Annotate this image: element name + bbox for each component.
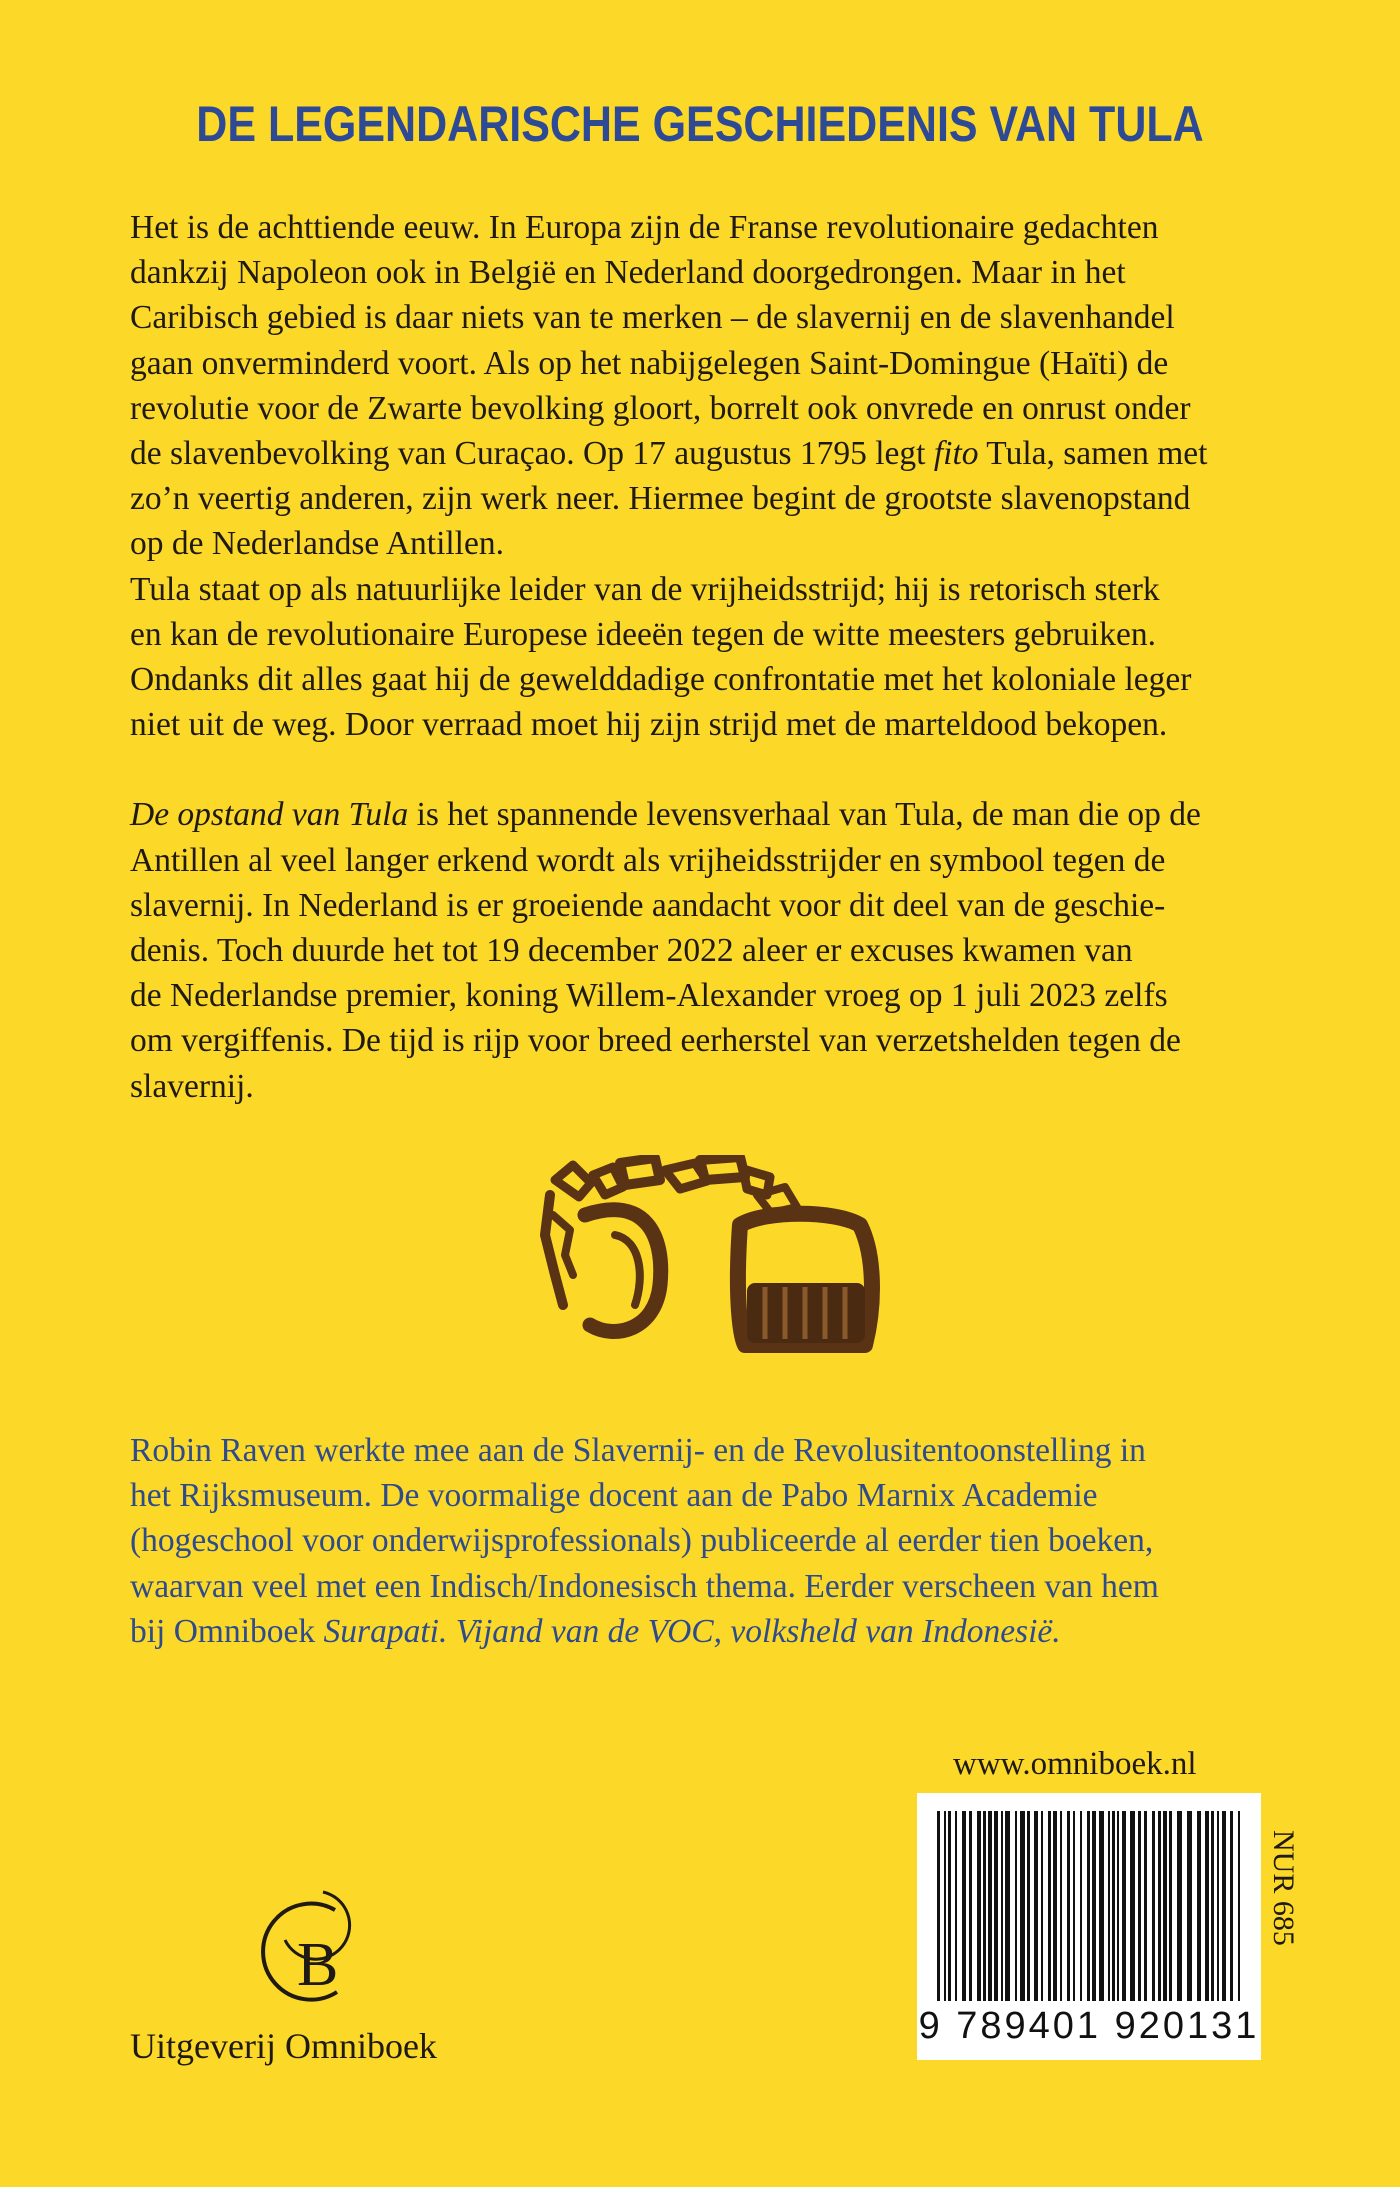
shackles-illustration [535, 1155, 935, 1365]
author-book-title: Surapati. Vijand van de VOC, volksheld van Indonesië. [323, 1612, 1061, 1650]
barcode-bar [937, 1811, 940, 2001]
publisher-logo [245, 1880, 365, 2020]
author-line: Robin Raven werkte mee aan de Slavernij- en de Revolusitentoonstelling in [130, 1432, 1146, 1469]
author-line: het Rijksmuseum. De voormalige docent aan de Pabo Marnix Academie [130, 1477, 1098, 1515]
barcode-bar [1080, 1811, 1082, 2001]
synopsis-line [130, 792, 1310, 837]
barcode-bar [1152, 1811, 1155, 2001]
nur-code: NUR 685 [1267, 1830, 1300, 1946]
synopsis-text: de slavenbevolking van Curaçao. Op 17 augustus 1795 legt [130, 435, 926, 473]
book-title-italic: De opstand van Tula [130, 796, 409, 834]
author-line: (hogeschool voor onderwijsprofessionals) publiceerde al eerder tien boeken, [130, 1522, 1154, 1560]
synopsis-line: om vergiffenis. De tijd is rijp voor breed eerherstel van verzetshelden tegen de [130, 1022, 1181, 1060]
barcode-bar [969, 1811, 972, 2001]
barcode-bar [948, 1811, 951, 2001]
barcode-bar [1211, 1811, 1214, 2001]
synopsis-line: Tula staat op als natuurlijke leider van de vrijheidsstrijd; hij is retorisch sterk [130, 570, 1160, 608]
synopsis-line: slavernij. In Nederland is er groeiende aandacht voor dit deel van de geschie- [130, 886, 1166, 924]
logo-letter: B [297, 1931, 339, 1999]
synopsis-line: de Nederlandse premier, koning Willem-Alexander vroeg op 1 juli 2023 zelfs [130, 977, 1168, 1015]
barcode-bar [1130, 1811, 1135, 2001]
author-line [130, 1609, 1310, 1654]
barcode-bar [1099, 1811, 1104, 2001]
publisher-name: Uitgeverij Omniboek [130, 2026, 437, 2066]
barcode-bar [994, 1811, 998, 2001]
barcode-bar [1169, 1811, 1172, 2001]
barcode-bar [1067, 1811, 1070, 2001]
barcode-bar [1222, 1811, 1226, 2001]
synopsis-line: gaan onverminderd voort. Als op het nabijgelegen Saint-Domingue (Haïti) de [130, 344, 1169, 382]
barcode-bar [988, 1811, 992, 2001]
barcode-bar [1187, 1811, 1192, 2001]
synopsis-line: Ondanks dit alles gaat hij de gewelddadige confrontatie met het koloniale leger [130, 661, 1192, 699]
barcode-bar [977, 1811, 981, 2001]
author-line: waarvan veel met een Indisch/Indonesisch thema. Eerder verscheen van hem [130, 1567, 1159, 1605]
synopsis-line: op de Nederlandse Antillen. [130, 525, 504, 563]
synopsis-line: Antillen al veel langer erkend wordt als vrijheidsstrijder en symbool tegen de [130, 841, 1166, 879]
barcode-bar [1041, 1811, 1043, 2001]
author-bio [130, 1428, 1310, 1654]
barcode-bar [1087, 1811, 1090, 2001]
barcode-bar [1122, 1811, 1126, 2001]
isbn-digits: 9 789401 920131 [918, 2005, 1260, 2047]
synopsis-line: zo’n veertig anderen, zijn werk neer. Hiermee begint de grootste slavenopstand [130, 480, 1191, 518]
barcode-bar [1158, 1811, 1161, 2001]
synopsis-line: Caribisch gebied is daar niets van te merken – de slavernij en de slavenhandel [130, 299, 1175, 337]
synopsis-text: is het spannende levensverhaal van Tula, de man die op de [408, 796, 1201, 834]
barcode-bar [1163, 1811, 1167, 2001]
synopsis-line: slavernij. [130, 1067, 254, 1105]
synopsis-line: Het is de achttiende eeuw. In Europa zijn de Franse revolutionaire gedachten [130, 209, 1159, 246]
synopsis-line [130, 431, 1310, 476]
barcode-bar [983, 1811, 986, 2001]
barcode-bar [962, 1811, 966, 2001]
barcode-bar [1015, 1811, 1017, 2001]
publisher-url[interactable]: www.omniboek.nl [953, 1746, 1197, 1782]
barcode-bar [1230, 1811, 1233, 2001]
barcode-bar [1005, 1811, 1010, 2001]
barcode-bar [1205, 1811, 1209, 2001]
barcode-bar [1217, 1811, 1219, 2001]
barcode-bar [1138, 1811, 1141, 2001]
barcode-bar [1053, 1811, 1057, 2001]
barcode [917, 1793, 1261, 2060]
author-text: bij Omniboek [130, 1612, 324, 1650]
barcode-bar [944, 1811, 946, 2001]
barcode-bar [1197, 1811, 1201, 2001]
synopsis [130, 205, 1310, 1109]
cover-title: DE LEGENDARISCHE GESCHIEDENIS VAN TULA [196, 96, 1204, 152]
barcode-bar [955, 1811, 957, 2001]
synopsis-line: denis. Toch duurde het tot 19 december 2022 aleer er excuses kwamen van [130, 932, 1133, 970]
synopsis-line: en kan de revolutionaire Europese ideeën tegen de witte meesters gebruiken. [130, 615, 1156, 653]
barcode-bar [1020, 1811, 1025, 2001]
synopsis-text: Tula, samen met [978, 435, 1208, 473]
barcode-bar [1177, 1811, 1182, 2001]
barcode-bar [1073, 1811, 1075, 2001]
barcode-bars [917, 1793, 1261, 2005]
synopsis-line: niet uit de weg. Door verraad moet hij zijn strijd met de marteldood bekopen. [130, 706, 1168, 744]
barcode-bar [1144, 1811, 1147, 2001]
barcode-bar [1238, 1811, 1240, 2001]
barcode-bar [1117, 1811, 1119, 2001]
barcode-bar [1060, 1811, 1062, 2001]
barcode-bar [1034, 1811, 1038, 2001]
synopsis-line: revolutie voor de Zwarte bevolking gloort, borrelt ook onvrede en onrust onder [130, 389, 1191, 427]
barcode-bar [1092, 1811, 1096, 2001]
barcode-bar [1001, 1811, 1003, 2001]
italic-word: fito [933, 435, 979, 473]
barcode-bar [1112, 1811, 1115, 2001]
barcode-bar [1108, 1811, 1110, 2001]
barcode-bar [1027, 1811, 1030, 2001]
synopsis-line: dankzij Napoleon ook in België en Nederland doorgedrongen. Maar in het [130, 254, 1126, 292]
barcode-bar [1048, 1811, 1051, 2001]
